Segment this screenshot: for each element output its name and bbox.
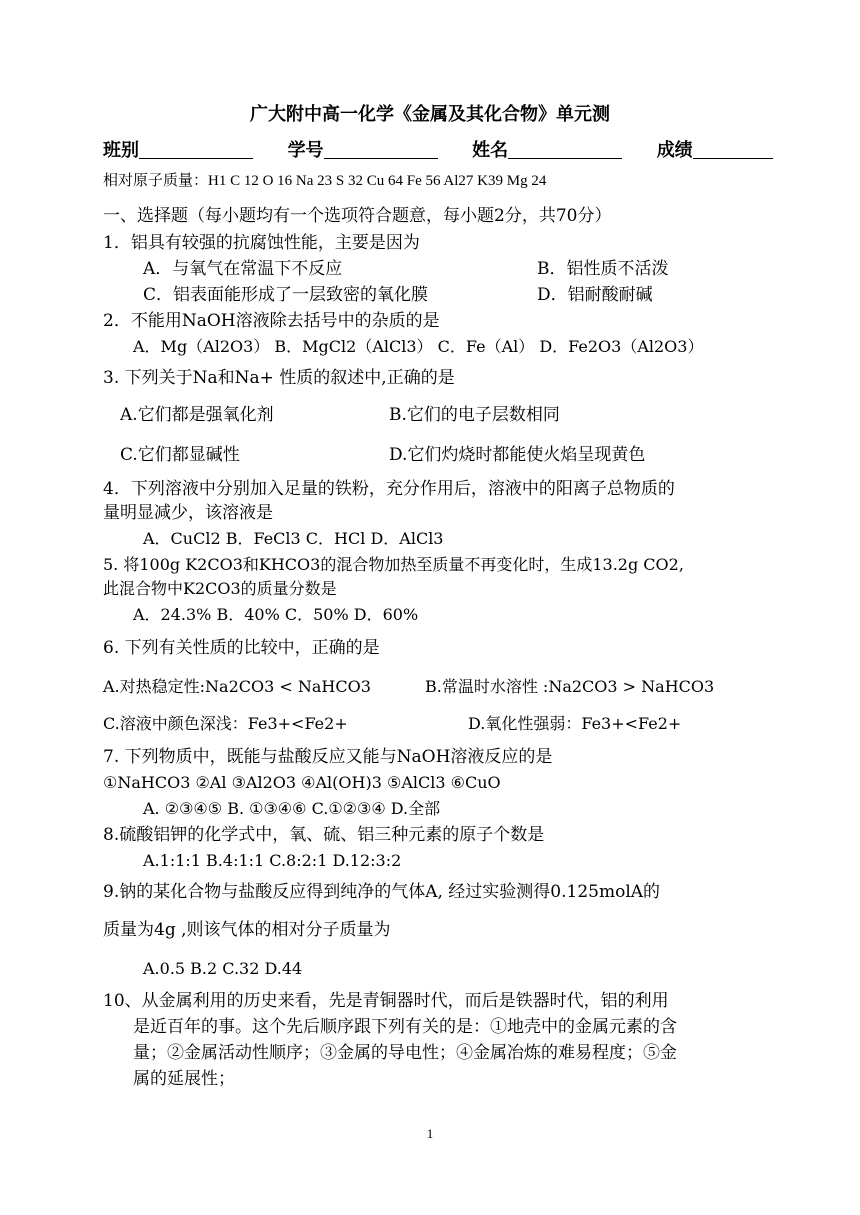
q9-stem-line2: 质量为4g ,则该气体的相对分子质量为 <box>103 920 391 940</box>
q6-option-d: D.氧化性强弱：Fe3+<Fe2+ <box>468 714 682 733</box>
q5-stem-line1: 5. 将100g K2CO3和KHCO3的混合物加热至质量不再变化时，生成13.2g CO2, <box>103 555 684 574</box>
class-label: 班别 <box>103 140 139 161</box>
q9-stem-line1: 9.钠的某化合物与盐酸反应得到纯净的气体A, 经过实验测得0.125molA的 <box>103 882 661 902</box>
q3-stem: 3. 下列关于Na和Na+ 性质的叙述中,正确的是 <box>103 368 455 388</box>
class-blank <box>139 140 253 159</box>
name-blank <box>508 140 622 159</box>
q1-option-d: D．铝耐酸耐碱 <box>537 285 653 305</box>
page-title: 广大附中高一化学《金属及其化合物》单元测 <box>250 104 610 125</box>
q3-option-b: B.它们的电子层数相同 <box>389 405 560 425</box>
q6-option-c: C.溶液中颜色深浅：Fe3+<Fe2+ <box>103 714 348 733</box>
q10-line1: 10、从金属利用的历史来看，先是青铜器时代，而后是铁器时代，铝的利用 <box>103 991 669 1011</box>
q7-items: ①NaHCO3 ②Al ③Al2O3 ④Al(OH)3 ⑤AlCl3 ⑥CuO <box>103 773 501 792</box>
q8-stem: 8.硫酸铝钾的化学式中，氧、硫、铝三种元素的原子个数是 <box>103 825 545 845</box>
q3-option-c: C.它们都显碱性 <box>120 445 240 465</box>
q5-stem-line2: 此混合物中K2CO3的质量分数是 <box>103 579 337 598</box>
q10-line2: 是近百年的事。这个先后顺序跟下列有关的是：①地壳中的金属元素的含 <box>133 1017 677 1037</box>
q4-stem-line1: 4．下列溶液中分别加入足量的铁粉，充分作用后，溶液中的阳离子总物质的 <box>103 479 675 499</box>
q5-options: A．24.3% B．40% C．50% D．60% <box>133 605 419 624</box>
student-id-blank <box>324 140 438 159</box>
q10-line4: 属的延展性； <box>133 1069 235 1089</box>
page-number: 1 <box>426 1126 434 1141</box>
q3-option-a: A.它们都是强氧化剂 <box>120 405 274 425</box>
q2-options: A．Mg（Al2O3） B．MgCl2（AlCl3） C．Fe（Al） D．Fe2O3（Al2O3） <box>133 337 704 356</box>
q1-option-a: A．与氧气在常温下不反应 <box>143 259 343 279</box>
q6-option-a: A.对热稳定性:Na2CO3 < NaHCO3 <box>103 677 371 696</box>
student-id-label: 学号 <box>287 140 324 161</box>
atomic-masses: 相对原子质量：H1 C 12 O 16 Na 23 S 32 Cu 64 Fe 56 Al27 K39 Mg 24 <box>103 173 547 189</box>
q1-stem: 1．铝具有较强的抗腐蚀性能，主要是因为 <box>103 233 420 253</box>
score-blank <box>693 140 773 159</box>
q1-option-b: B．铝性质不活泼 <box>537 259 669 279</box>
q7-stem: 7. 下列物质中，既能与盐酸反应又能与NaOH溶液反应的是 <box>103 747 553 767</box>
q9-options: A.0.5 B.2 C.32 D.44 <box>143 959 303 978</box>
q10-line3: 量；②金属活动性顺序；③金属的导电性；④金属冶炼的难易程度；⑤金 <box>133 1043 677 1063</box>
q6-stem: 6. 下列有关性质的比较中，正确的是 <box>103 638 380 658</box>
q4-options: A．CuCl2 B．FeCl3 C．HCl D．AlCl3 <box>143 529 444 548</box>
q7-options: A. ②③④⑤ B. ①③④⑥ C.①②③④ D.全部 <box>143 799 441 818</box>
q8-options: A.1:1:1 B.4:1:1 C.8:2:1 D.12:3:2 <box>143 851 402 870</box>
score-label: 成绩 <box>656 140 693 161</box>
q3-option-d: D.它们灼烧时都能使火焰呈现黄色 <box>389 445 646 465</box>
q6-option-b: B.常温时水溶性 :Na2CO3 > NaHCO3 <box>425 677 715 696</box>
student-info-row <box>103 140 773 162</box>
name-label: 姓名 <box>472 140 509 161</box>
q2-stem: 2．不能用NaOH溶液除去括号中的杂质的是 <box>103 311 440 331</box>
q1-option-c: C．铝表面能形成了一层致密的氧化膜 <box>143 285 429 305</box>
q4-stem-line2: 量明显减少，该溶液是 <box>103 503 273 523</box>
section-heading: 一、选择题（每小题均有一个选项符合题意，每小题2分，共70分） <box>103 206 612 226</box>
